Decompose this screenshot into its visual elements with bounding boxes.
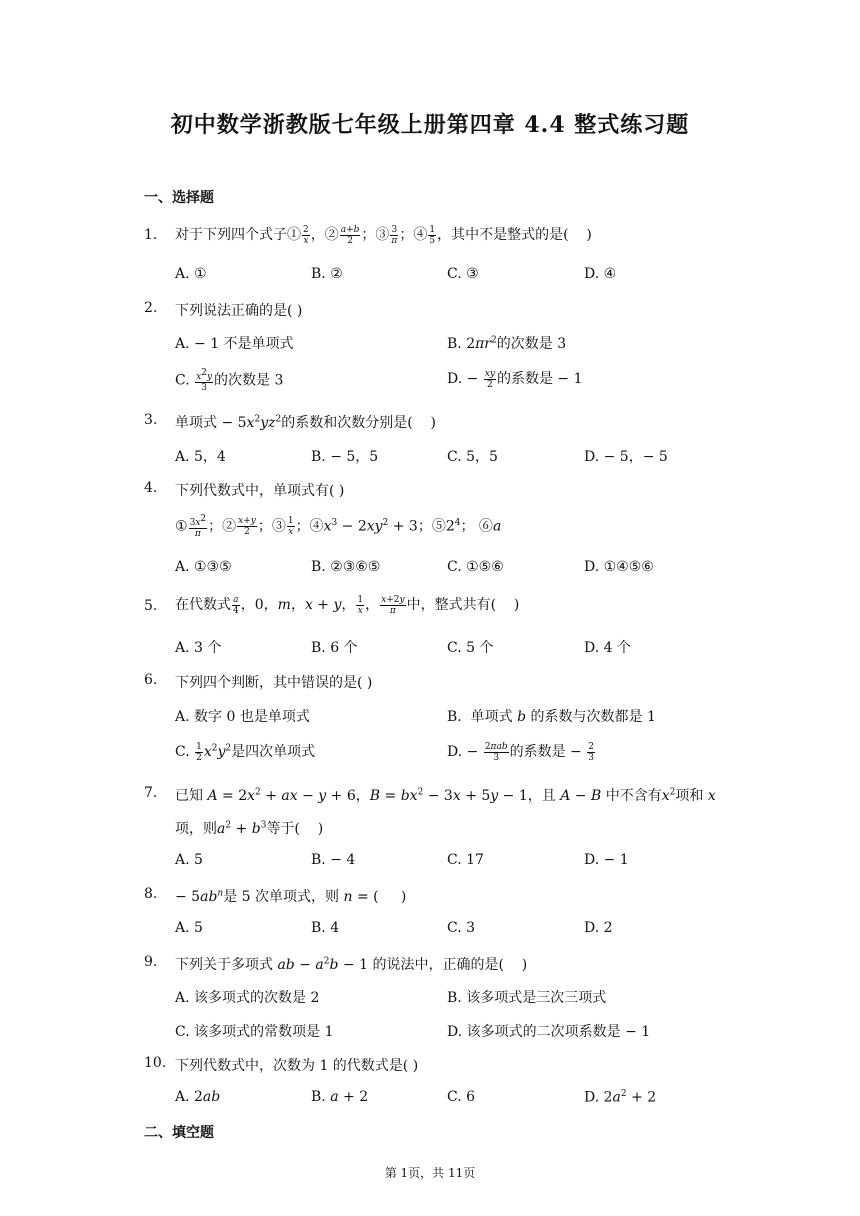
question-6-option-d: D. − $\frac{\text{2πab}}{3}$ 的系数是 − $\frac{2}{3}$ [447,741,594,763]
question-1-text: 对于下列四个式子① $\frac{2}{x}$ ，② $\frac{a+b}{2}$ ；③ $\frac{3}{\pi}$ ；④ $\frac{1}{5}$ ，其中不是整式的是( ) [175,224,592,246]
question-8-number: 8. [144,886,158,902]
question-1-option-d: D. ④ [584,266,617,282]
question-4-number: 4. [144,480,158,496]
question-6-option-c: C. $\frac{1}{2}$ $x^2y^2$是四次单项式 [175,741,316,763]
question-5-number: 5. [144,598,158,614]
question-10-option-c: C. 6 [447,1089,476,1105]
question-4-option-a: A. ①③⑤ [175,559,232,575]
question-6-text: 下列四个判断，其中错误的是( ) [175,675,373,691]
question-5-option-c: C. 5 个 [447,640,494,656]
question-10-option-a: A. 2ab [175,1089,221,1105]
question-9-text: 下列关于多项式 ab − $a^2b - 1$ 的说法中，正确的是( ) [175,956,528,973]
question-3-option-a: A. 5，4 [175,449,226,465]
question-4-option-d: D. ①④⑤⑥ [584,559,654,575]
question-6-option-b: B. 单项式 b 的系数与次数都是 1 [447,709,656,725]
question-4-option-b: B. ②③⑥⑤ [311,559,381,575]
question-7-option-d: D. − 1 [584,852,629,868]
question-2-option-b: B. $2\pi r^2$的次数是 3 [447,335,567,352]
question-5-option-a: A. 3 个 [175,640,222,656]
question-3-text: 单项式 − $5x^2yz^2$的系数和次数分别是( ) [175,414,436,431]
question-2-text: 下列说法正确的是( ) [175,303,303,319]
question-7-option-c: C. 17 [447,852,484,868]
question-2-number: 2. [144,300,158,316]
question-7-option-b: B. − 4 [311,852,356,868]
page-title: 初中数学浙教版七年级上册第四章 4.4 整式练习题 [170,112,690,138]
question-4-option-c: C. ①⑤⑥ [447,559,504,575]
question-2-option-d: D. − $\frac{xy}{2}$ 的系数是 − 1 [447,368,583,390]
question-1-option-a: A. ① [175,266,207,282]
question-9-option-c: C. 该多项式的常数项是 1 [175,1024,334,1040]
question-3-option-b: B. − 5，5 [311,449,379,465]
question-1-option-b: B. ② [311,266,343,282]
question-1-option-c: C. ③ [447,266,479,282]
question-9-number: 9. [144,954,158,970]
question-1-number: 1. [144,227,158,243]
question-2-option-a: A. − 1 不是单项式 [175,336,294,352]
question-10-option-b: B. a + 2 [311,1089,369,1105]
question-3-option-d: D. − 5，− 5 [584,449,668,465]
question-10-number: 10. [144,1055,167,1071]
question-7-number: 7. [144,785,158,801]
question-8-option-b: B. 4 [311,920,340,936]
question-6-option-a: A. 数字 0 也是单项式 [175,709,310,725]
section-heading-choice: 一、选择题 [144,190,214,206]
question-8-text: − $5ab^n$是 5 次单项式，则 n = ( ) [175,888,407,905]
question-7-text: 已知 $A = 2x^2$ + ax − y + 6，$B = bx^2 - 3x + 5y - 1$，且 A − B 中不含有$x^2$项和 x [175,787,716,804]
question-9-option-d: D. 该多项式的二次项系数是 − 1 [447,1024,651,1040]
question-7-option-a: A. 5 [175,852,203,868]
question-10-text: 下列代数式中，次数为 1 的代数式是( ) [175,1058,419,1074]
page-footer: 第 1页，共 11页 [384,1166,476,1180]
question-7-text-line2: 项，则$a^2 + b^3$等于( ) [175,820,324,837]
question-9-option-a: A. 该多项式的次数是 2 [175,990,320,1006]
question-3-option-c: C. 5，5 [447,449,498,465]
question-5-option-d: D. 4 个 [584,640,631,656]
question-10-option-d: D. $2a^2 + 2$ [584,1089,657,1106]
question-6-number: 6. [144,672,158,688]
question-2-option-c: C. $\frac{x^2y}{3}$ 的次数是 3 [175,368,284,393]
question-3-number: 3. [144,412,158,428]
section-heading-fill-blank: 二、填空题 [144,1125,214,1141]
question-8-option-a: A. 5 [175,920,203,936]
question-4-text: 下列代数式中，单项式有( ) [175,483,345,499]
question-9-option-b: B. 该多项式是三次三项式 [447,990,607,1006]
question-4-expressions: ① $\frac{3x^2}{\pi}$ ；② $\frac{x+y}{2}$ ；③ $\frac{1}{x}$ ；$④x^3 - 2xy^2 + 3$；$⑤2^4$； ⑥a [175,514,502,539]
question-8-option-c: C. 3 [447,920,476,936]
question-8-option-d: D. 2 [584,920,613,936]
question-5-option-b: B. 6 个 [311,640,358,656]
question-5-text: 在代数式 $\frac{a}{4}$ ，0，m，x + y， $\frac{1}{x}$ ， $\frac{x+2y}{\pi}$ 中，整式共有( ) [175,594,520,616]
